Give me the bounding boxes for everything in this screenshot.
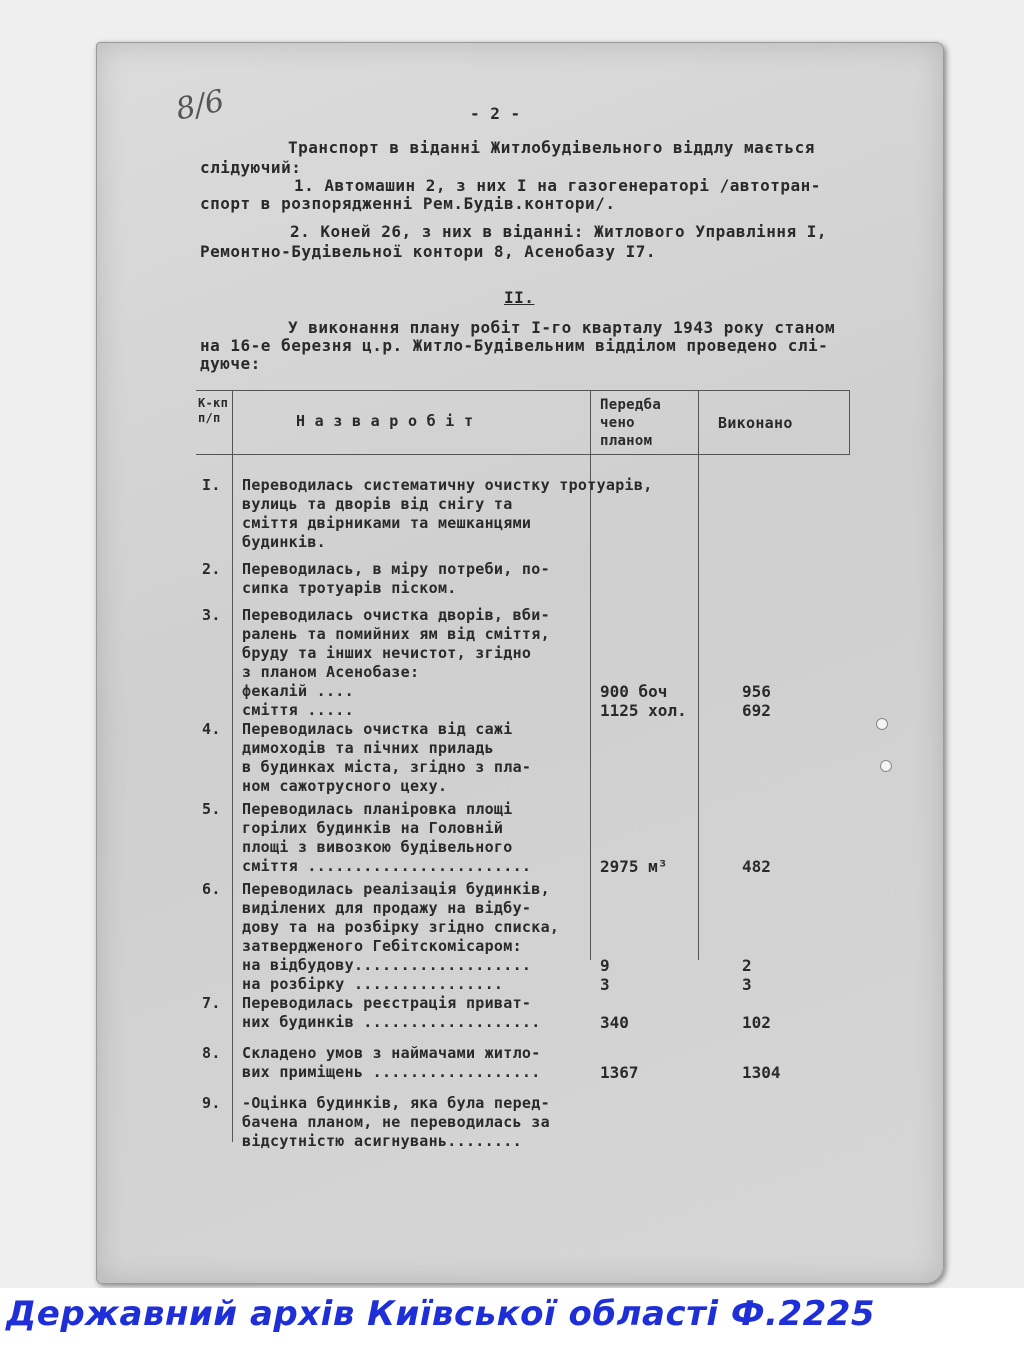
row-description-line: них будинків ................... [242,1013,541,1031]
row-description-line: сміття двірниками та мешканцями [242,514,532,532]
row-description-line: будинків. [242,533,326,551]
planned-value: 1367 [600,1063,639,1082]
row-number: 2. [202,560,221,578]
row-description-line: Переводилась планіровка площі [242,800,513,818]
row-description-line: виділених для продажу на відбу- [242,899,532,917]
planned-value: 900 боч [600,682,668,701]
section-mark: II. [504,288,535,307]
planned-value: 340 [600,1013,629,1032]
row-number: 5. [202,800,221,818]
row-description-line: бруду та інших нечистот, згідно [242,644,532,662]
row-description-line: ралень та помийних ям від сміття, [242,625,550,643]
row-description-line: димоходів та пічних приладь [242,739,494,757]
row-description-line: Складено умов з наймачами житло- [242,1044,541,1062]
intro-line: Ремонтно-Будівельної контори 8, Асенобазу I7. [200,242,656,261]
row-number: 7. [202,994,221,1012]
planned-value: 1125 хол. [600,701,687,720]
row-description-line: вулиць та дворів від снігу та [242,495,513,513]
row-description-line: відсутністю асигнувань........ [242,1132,522,1150]
row-description-line: сипка тротуарів піском. [242,579,457,597]
row-description-line: бачена планом, не переводилась за [242,1113,550,1131]
row-description-line: в будинках міста, згідно з пла- [242,758,532,776]
row-number: 4. [202,720,221,738]
archive-caption: Державний архів Київської області Ф.2225 [6,1294,876,1334]
punch-hole [880,760,892,772]
header-name: Н а з в а р о б і т [296,412,474,430]
row-number: 9. [202,1094,221,1112]
intro-line: спорт в розпорядженні Рем.Будів.контори/. [200,194,616,213]
row-description-line: горілих будинків на Головній [242,819,504,837]
punch-hole [876,718,888,730]
done-value: 2 [742,956,752,975]
row-number: 3. [202,606,221,624]
page-number: - 2 - [470,104,521,123]
row-description-line: площі з вивозкою будівельного [242,838,513,856]
row-description-line: з планом Асенобазе: [242,663,420,681]
header-done: Виконано [718,414,793,432]
plan-line: дуюче: [200,354,261,373]
planned-value: 3 [600,975,610,994]
done-value: 102 [742,1013,771,1032]
intro-line: 2. Коней 26, з них в віданні: Житлового Управління I, [290,222,828,241]
done-value: 1304 [742,1063,781,1082]
header-num: К-кп п/п [198,396,229,425]
row-description-line: на відбудову................... [242,956,532,974]
row-description-line: сміття ........................ [242,857,532,875]
row-number: 8. [202,1044,221,1062]
row-description-line: Переводилась, в міру потреби, по- [242,560,550,578]
row-description-line: сміття ..... [242,701,354,719]
intro-line: Транспорт в віданні Житлобудівельного віддлу мається [288,138,815,157]
row-description-line: Переводилась очистка дворів, вби- [242,606,550,624]
plan-line: У виконання плану робіт I-го кварталу 1943 року станом [288,318,836,337]
done-value: 956 [742,682,771,701]
done-value: 3 [742,975,752,994]
planned-value: 9 [600,956,610,975]
row-number: 6. [202,880,221,898]
plan-line: на 16-е березня ц.р. Житло-Будівельним відділом проведено слі- [200,336,829,355]
row-description-line: Переводилась очистка від сажі [242,720,513,738]
row-description-line: фекалій .... [242,682,354,700]
done-value: 482 [742,857,771,876]
row-number: I. [202,476,221,494]
row-description-line: на розбірку ................ [242,975,504,993]
planned-value: 2975 м³ [600,857,668,876]
row-description-line: дову та на розбірку згідно списка, [242,918,560,936]
row-description-line: Переводилась систематичну очистку тротуарів, [242,476,653,494]
header-planned: Передба чено планом [600,397,662,449]
row-description-line: Переводилась реалізація будинків, [242,880,550,898]
row-description-line: вих приміщень .................. [242,1063,541,1081]
row-description-line: -Оцінка будинків, яка була перед- [242,1094,550,1112]
intro-line: 1. Автомашин 2, з них I на газогенераторі /автотран- [294,176,821,195]
intro-line: слідуючий: [200,158,302,177]
handwritten-archive-number: 8/6 [172,83,228,128]
row-description-line: затвердженого Гебітскомісаром: [242,937,522,955]
row-description-line: ном сажотрусного цеху. [242,777,448,795]
done-value: 692 [742,701,771,720]
row-description-line: Переводилась реєстрація приват- [242,994,532,1012]
